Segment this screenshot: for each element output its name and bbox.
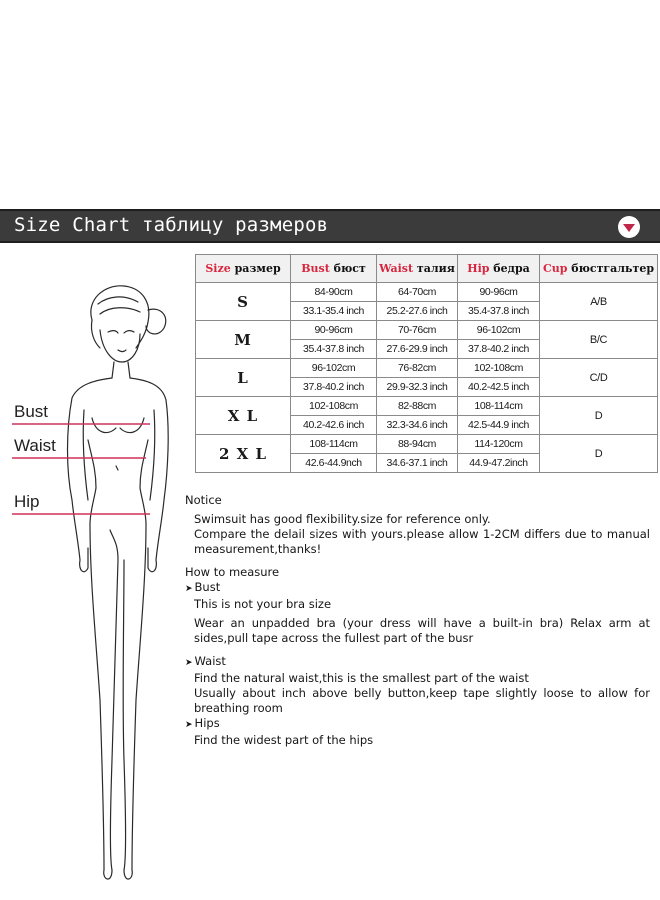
bust-inch-cell: 42.6-44.9nch [291,454,377,473]
bust-inch-cell: 40.2-42.6 inch [291,416,377,435]
hip-inch-cell: 44.9-47.2inch [458,454,540,473]
bust-label: Bust [14,402,49,421]
arrow-icon: ➤ [185,658,193,668]
how-to-measure-title: How to measure [185,565,280,579]
waist-inch-cell: 34.6-37.1 inch [377,454,458,473]
waist-cm-cell: 70-76cm [377,321,458,340]
waist-cm-cell: 88-94cm [377,435,458,454]
waist-cm-cell: 76-82cm [377,359,458,378]
bust-note-line: Wear an unpadded bra (your dress will have a built-in bra) Relax arm at sides,pull tape across the fullest part of the busr [194,616,650,645]
size-table [195,254,658,473]
notice-line: Swimsuit has good flexibility.size for reference only. [194,512,491,526]
body-figure-illustration [0,280,180,900]
hips-note-line: Find the widest part of the hips [194,733,374,747]
notice-title: Notice [185,493,222,507]
hip-cm-cell: 108-114cm [458,397,540,416]
hip-cm-cell: 90-96cm [458,283,540,302]
arrow-icon: ➤ [185,720,193,730]
waist-section-title: ➤ Waist [185,654,226,668]
waist-label: Waist [14,436,56,455]
bust-inch-cell: 33.1-35.4 inch [291,302,377,321]
measurement-notes [185,493,650,748]
bust-cm-cell: 108-114cm [291,435,377,454]
bust-cm-cell: 102-108cm [291,397,377,416]
size-chart-header-bar [0,209,660,243]
cup-cell: B/C [540,321,658,359]
bust-section-title: ➤ Bust [185,580,221,594]
size-cell: M [196,321,291,359]
hip-cm-cell: 114-120cm [458,435,540,454]
hip-inch-cell: 40.2-42.5 inch [458,378,540,397]
table-header-row [196,255,658,283]
column-header-bust: Bust бюст [291,255,377,283]
waist-inch-cell: 29.9-32.3 inch [377,378,458,397]
bust-cm-cell: 84-90cm [291,283,377,302]
bust-cm-cell: 90-96cm [291,321,377,340]
size-cell: L [196,359,291,397]
column-header-waist: Waist талия [377,255,458,283]
bust-cm-cell: 96-102cm [291,359,377,378]
chevron-down-circle-icon[interactable] [618,216,640,238]
table-row [196,321,658,340]
cup-cell: C/D [540,359,658,397]
column-header-cup: Cup бюстгальтер [540,255,658,283]
size-cell: 2 X L [196,435,291,473]
waist-note-line: Usually about inch above belly button,keep tape slightly loose to allow for breathing room [194,686,650,715]
waist-inch-cell: 25.2-27.6 inch [377,302,458,321]
table-row [196,359,658,378]
notice-line: Compare the delail sizes with yours.please allow 1-2CM differs due to manual measurement,thanks! [194,527,650,556]
waist-cm-cell: 82-88cm [377,397,458,416]
hip-inch-cell: 42.5-44.9 inch [458,416,540,435]
hip-label: Hip [14,492,40,511]
hip-cm-cell: 102-108cm [458,359,540,378]
column-header-hip: Hip бедра [458,255,540,283]
bust-note-line: This is not your bra size [194,597,332,611]
column-header-size: Size размер [196,255,291,283]
waist-inch-cell: 32.3-34.6 inch [377,416,458,435]
arrow-icon: ➤ [185,584,193,594]
size-cell: S [196,283,291,321]
table-row [196,435,658,454]
bust-inch-cell: 35.4-37.8 inch [291,340,377,359]
table-row [196,397,658,416]
hip-cm-cell: 96-102cm [458,321,540,340]
cup-cell: D [540,435,658,473]
size-cell: X L [196,397,291,435]
waist-cm-cell: 64-70cm [377,283,458,302]
hip-inch-cell: 37.8-40.2 inch [458,340,540,359]
header-title: Size Chart таблицу размеров [14,214,329,236]
waist-note-line: Find the natural waist,this is the smallest part of the waist [194,671,529,685]
cup-cell: D [540,397,658,435]
waist-inch-cell: 27.6-29.9 inch [377,340,458,359]
hip-inch-cell: 35.4-37.8 inch [458,302,540,321]
hips-section-title: ➤ Hips [185,716,220,730]
cup-cell: A/B [540,283,658,321]
table-row [196,283,658,302]
bust-inch-cell: 37.8-40.2 inch [291,378,377,397]
